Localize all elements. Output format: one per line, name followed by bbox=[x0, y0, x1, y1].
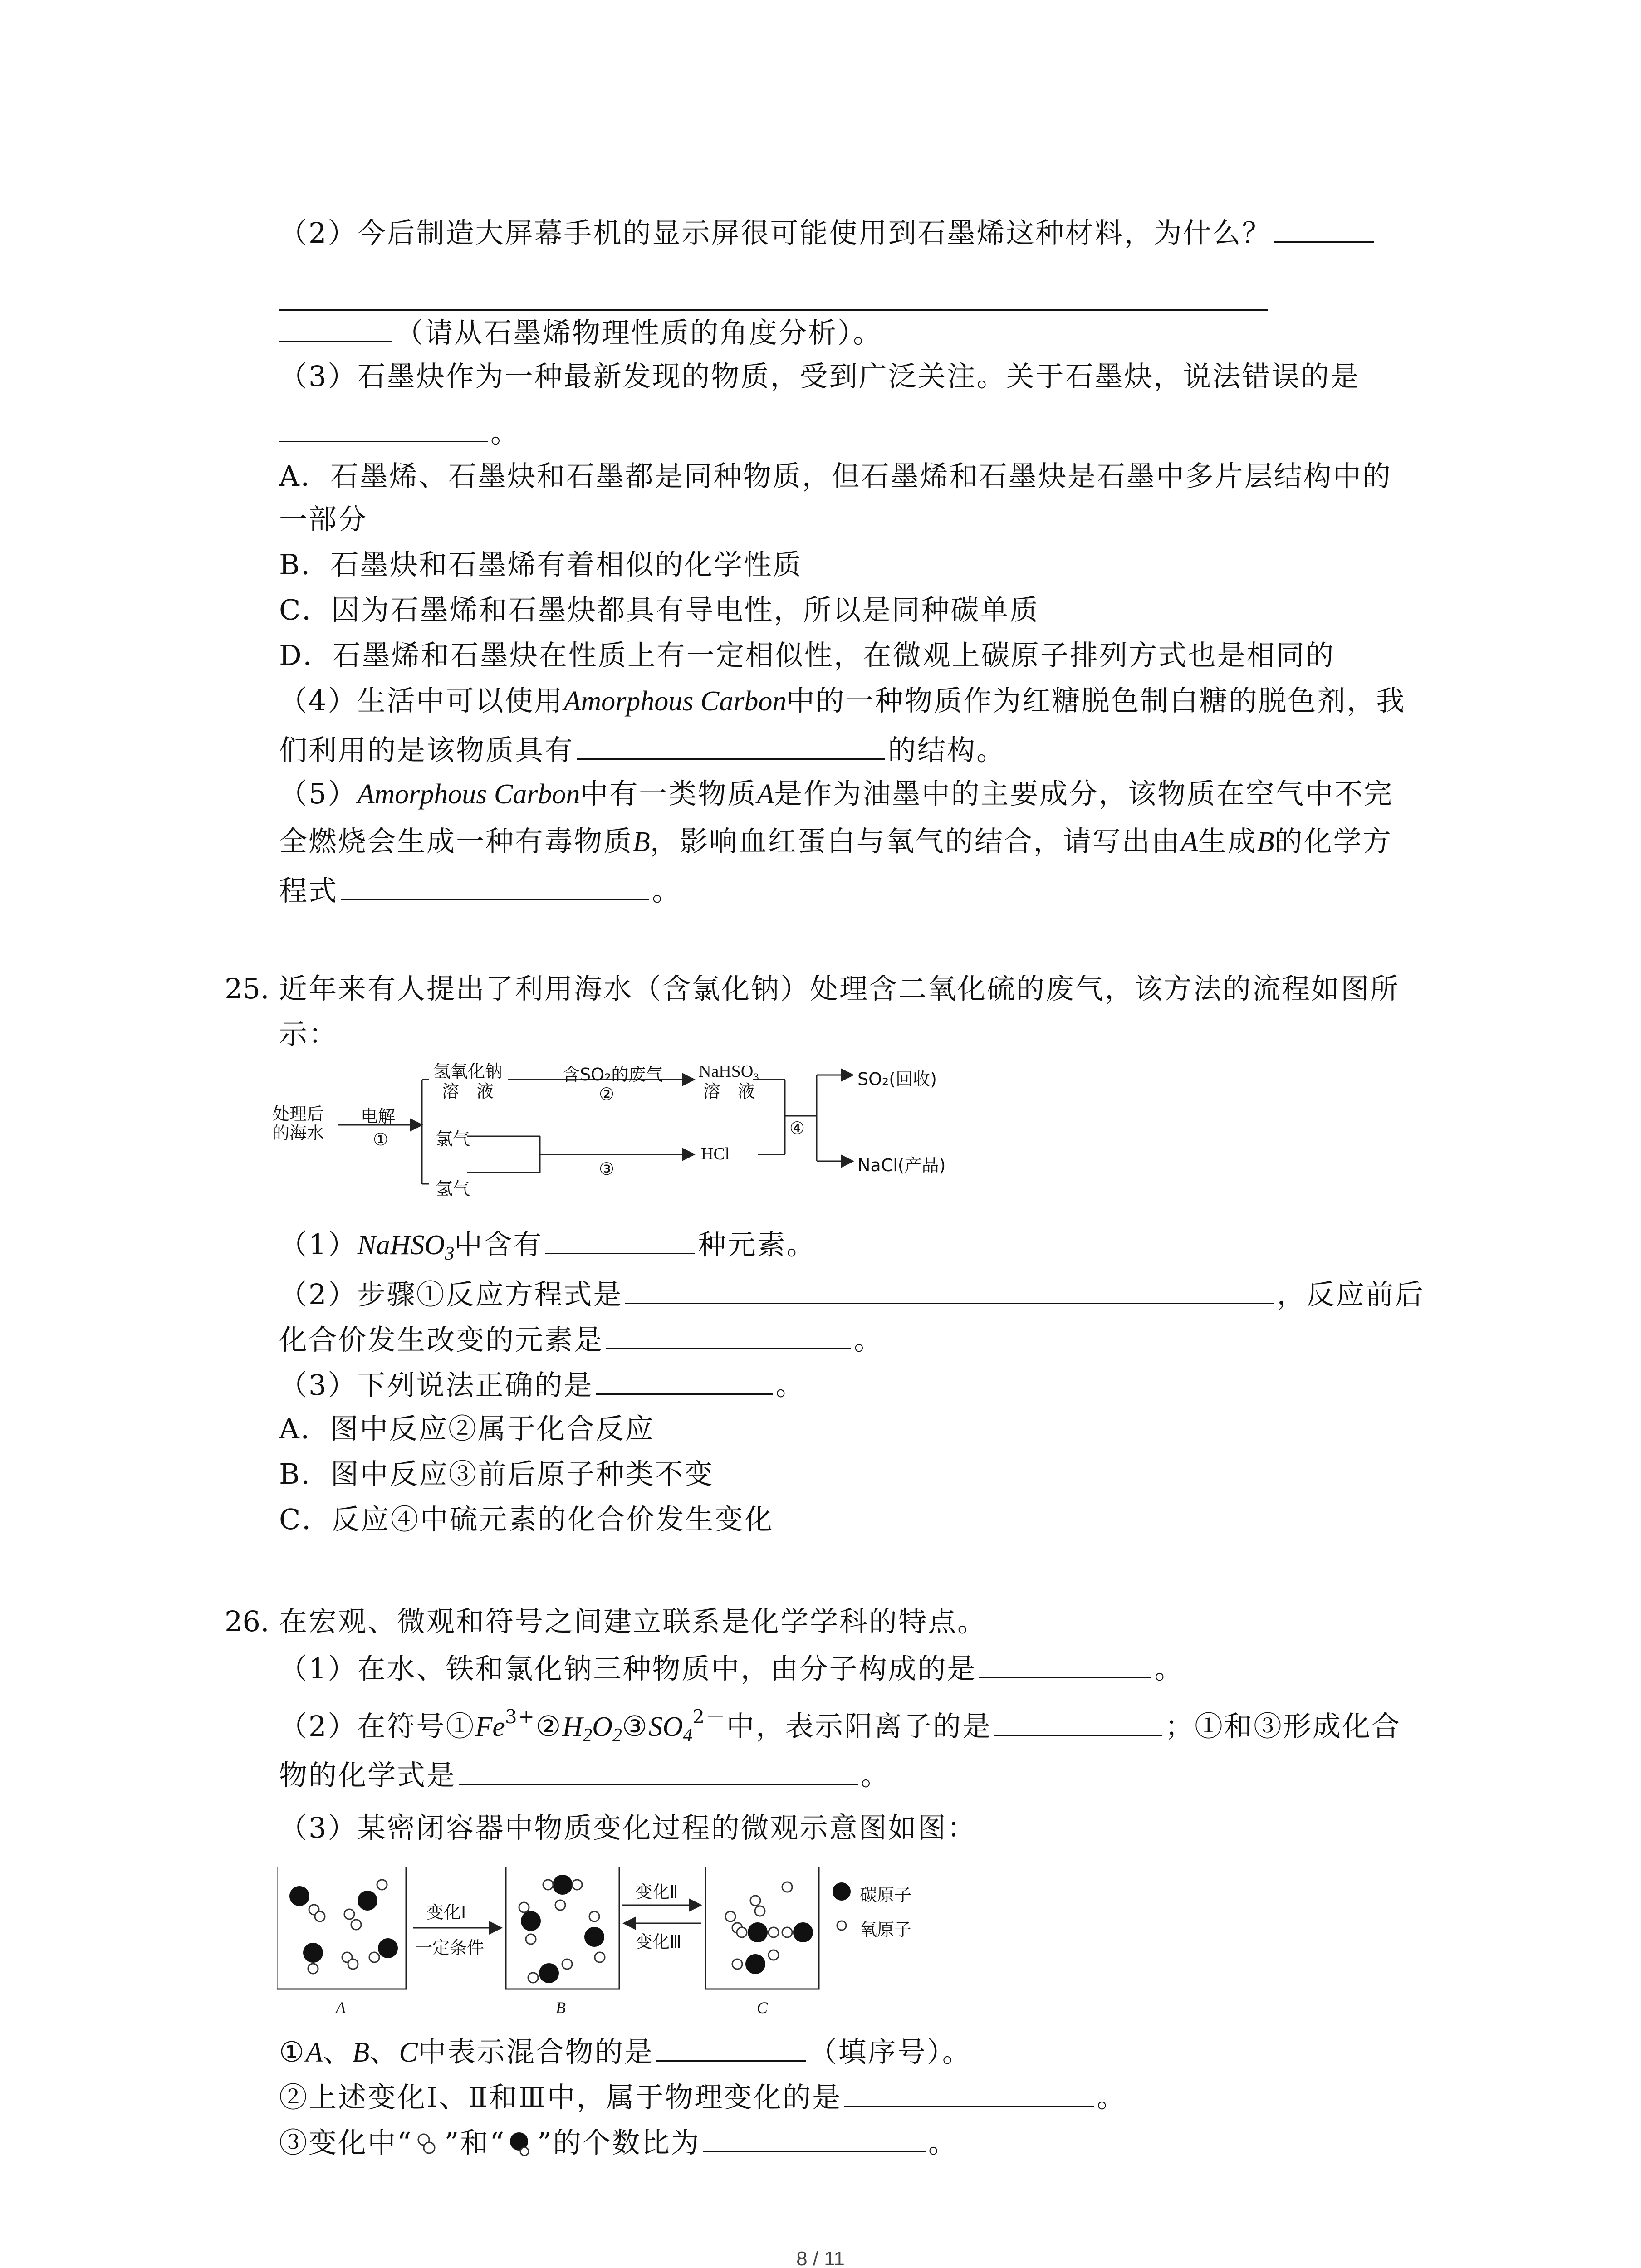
q24-option-c-text: C．因为石墨烯和石墨炔都具有导电性，所以是同种碳单质 bbox=[279, 593, 1039, 626]
punct: 。 bbox=[861, 1759, 891, 1792]
q26-sub3-text: ”的个数比为 bbox=[537, 2126, 700, 2159]
q25-option-c-text: C．反应④中硫元素的化合价发生变化 bbox=[279, 1503, 774, 1536]
q26-part2-text: （2）在符号① bbox=[279, 1710, 475, 1743]
q25-part3-text: （3）下列说法正确的是 bbox=[279, 1369, 593, 1402]
punct: 。 bbox=[775, 1369, 805, 1402]
q24-part5-text: 全燃烧会生成一种有毒物质 bbox=[279, 825, 633, 858]
q25-intro: 近年来有人提出了利用海水（含氯化钠）处理含二氧化硫的废气，该方法的流程如图所 bbox=[279, 972, 1400, 1005]
q24-part5-text: 生成 bbox=[1198, 825, 1257, 858]
q26-part1-text: （1）在水、铁和氯化钠三种物质中，由分子构成的是 bbox=[279, 1652, 977, 1685]
q26-sub2 bbox=[279, 2077, 1126, 2116]
formula-so: SO bbox=[648, 1711, 683, 1742]
formula-h: H bbox=[562, 1711, 583, 1742]
q26-part2-line2 bbox=[279, 1755, 890, 1794]
q25-intro: 示： bbox=[279, 1017, 338, 1051]
q26-part2-text: ② bbox=[535, 1710, 563, 1743]
q25-intro-line2 bbox=[279, 1016, 338, 1052]
q25-part2-text: （2）步骤①反应方程式是 bbox=[279, 1278, 623, 1311]
q24-option-a-cont: 一部分 bbox=[279, 503, 368, 536]
box-c-molecules bbox=[725, 1882, 813, 1974]
answer-blank[interactable] bbox=[577, 730, 885, 760]
q24-part3-text: （3）石墨炔作为一种最新发现的物质，受到广泛关注。关于石墨炔，说法错误的是 bbox=[279, 360, 1360, 393]
q26-part2-line1 bbox=[279, 1699, 1401, 1754]
q26-sub1-text: （填序号）。 bbox=[808, 2035, 972, 2068]
q24-part5-line1 bbox=[279, 776, 1393, 812]
symbol-b: B bbox=[633, 826, 650, 857]
q25-part1-text: 种元素。 bbox=[698, 1228, 816, 1261]
q26-part1 bbox=[279, 1649, 1184, 1687]
punct: 。 bbox=[652, 874, 682, 907]
q24-part4-line2 bbox=[279, 730, 1006, 768]
q26-intro-text: 在宏观、微观和符号之间建立联系是化学学科的特点。 bbox=[279, 1605, 987, 1638]
q25-part2-line1 bbox=[279, 1275, 1424, 1313]
q26-part3 bbox=[279, 1810, 976, 1846]
formula-subscript: 3 bbox=[445, 1243, 455, 1264]
q24-option-d-text: D．石墨烯和石墨炔在性质上有一定相似性，在微观上碳原子排列方式也是相同的 bbox=[279, 639, 1335, 672]
q25-option-c bbox=[279, 1501, 774, 1538]
box-b-label: B bbox=[556, 1999, 566, 2017]
q25-option-a-text: A．图中反应②属于化合反应 bbox=[279, 1412, 655, 1445]
q25-option-b-text: B．图中反应③前后原子种类不变 bbox=[279, 1457, 714, 1491]
symbol-a: A bbox=[305, 2037, 323, 2068]
box-c-label: C bbox=[757, 1999, 768, 2017]
answer-blank[interactable] bbox=[994, 1706, 1162, 1736]
flow-nacl-out: NaCl(产品) bbox=[857, 1155, 946, 1175]
flow-source-line: 的海水 bbox=[272, 1123, 324, 1143]
q26-sub1 bbox=[279, 2032, 972, 2071]
formula-nahso3: NaHSO bbox=[357, 1230, 445, 1261]
q25-option-b bbox=[279, 1456, 714, 1492]
answer-blank[interactable] bbox=[625, 1275, 1274, 1304]
answer-blank[interactable] bbox=[545, 1225, 695, 1254]
q25-intro-line1 bbox=[279, 971, 1400, 1007]
q24-part2-line1 bbox=[279, 213, 1376, 251]
q26-sub3 bbox=[279, 2123, 958, 2161]
flow-naoh bbox=[433, 1061, 502, 1101]
q26-part3-text: （3）某密闭容器中物质变化过程的微观示意图如图： bbox=[279, 1811, 977, 1844]
q26-part2-text: 中，表示阳离子的是 bbox=[726, 1710, 992, 1743]
box-a-molecules bbox=[289, 1880, 398, 1974]
q24-part3-line2 bbox=[279, 413, 520, 451]
q24-option-b bbox=[279, 547, 803, 583]
q24-part5-text: 的化学方 bbox=[1274, 825, 1392, 858]
q25-part2-line2 bbox=[279, 1320, 883, 1358]
answer-blank[interactable] bbox=[703, 2123, 926, 2152]
q26-part2-text: ③ bbox=[622, 1710, 649, 1743]
label-change2: 变化Ⅱ bbox=[635, 1882, 678, 1902]
flow-hcl: HCl bbox=[701, 1144, 730, 1163]
oxygen-molecule-icon bbox=[413, 2130, 445, 2157]
q24-part5-text: 程式 bbox=[279, 874, 338, 907]
term-amorphous-carbon: Amorphous Carbon bbox=[563, 686, 787, 717]
q26-part2-text: 物的化学式是 bbox=[279, 1759, 456, 1792]
flow-hydrogen: 氢气 bbox=[436, 1179, 470, 1199]
q24-part5-text: 是作为油墨中的主要成分，该物质在空气中不完 bbox=[774, 777, 1394, 810]
flow-naoh-line: 溶 液 bbox=[442, 1081, 494, 1101]
q25-part2-text: ，反应前后 bbox=[1277, 1278, 1425, 1311]
q24-part4-text: 的结构。 bbox=[888, 733, 1006, 767]
flow-nahso3 bbox=[699, 1061, 759, 1101]
label-change3: 变化Ⅲ bbox=[635, 1932, 682, 1952]
q24-part4-text: 中的一种物质作为红糖脱色制白糖的脱色剂，我 bbox=[786, 684, 1406, 717]
q24-option-a-line1 bbox=[279, 458, 1392, 494]
punct: 。 bbox=[928, 2126, 958, 2159]
punct: 、 bbox=[323, 2035, 353, 2068]
q24-option-d bbox=[279, 637, 1335, 674]
q25-part1 bbox=[279, 1225, 816, 1272]
q26-sub3-text: ”和“ bbox=[444, 2126, 506, 2159]
flow-naoh-line: 氢氧化钠 bbox=[433, 1061, 503, 1081]
label-change1: 变化Ⅰ bbox=[426, 1902, 466, 1922]
legend-carbon-label: 碳原子 bbox=[860, 1885, 912, 1905]
answer-blank[interactable] bbox=[459, 1755, 858, 1785]
q24-part5-text: ，影响血红蛋白与氧气的结合，请写出由 bbox=[650, 825, 1181, 858]
q26-part2-text: ；①和③形成化合 bbox=[1165, 1710, 1401, 1743]
formula-o: O bbox=[592, 1711, 612, 1742]
symbol-b: B bbox=[1257, 826, 1274, 857]
answer-blank[interactable] bbox=[979, 1649, 1151, 1678]
flow-source bbox=[272, 1105, 324, 1143]
q25-part1-text: （1） bbox=[279, 1228, 358, 1261]
flow-step1-num: ① bbox=[373, 1129, 389, 1149]
flow-step1-label: 电解 bbox=[361, 1106, 396, 1126]
answer-blank[interactable] bbox=[1274, 213, 1374, 243]
legend-oxygen-dot bbox=[837, 1921, 846, 1930]
legend-oxygen-label: 氧原子 bbox=[860, 1920, 912, 1940]
q26-sub1-text: ① bbox=[279, 2035, 306, 2068]
punct: 。 bbox=[1097, 2081, 1127, 2114]
punct: 。 bbox=[490, 416, 520, 449]
box-a-label: A bbox=[336, 1999, 346, 2017]
q24-option-b-text: B．石墨炔和石墨烯有着相似的化学性质 bbox=[279, 548, 803, 581]
q26-sub1-text: 中表示混合物的是 bbox=[417, 2035, 654, 2068]
term-amorphous-carbon: Amorphous Carbon bbox=[357, 779, 580, 810]
q26-sub3-text: ③变化中“ bbox=[279, 2126, 413, 2159]
answer-blank[interactable] bbox=[596, 1365, 773, 1395]
q24-part5-text: （5） bbox=[279, 777, 358, 810]
q25-option-a bbox=[279, 1411, 655, 1447]
punct: 。 bbox=[1154, 1652, 1184, 1685]
label-condition: 一定条件 bbox=[415, 1938, 485, 1958]
process-flow-diagram bbox=[272, 1061, 980, 1211]
q26-intro bbox=[279, 1603, 987, 1640]
formula-superscript: 3+ bbox=[505, 1706, 536, 1728]
flow-nahso3-line: 溶 液 bbox=[703, 1081, 755, 1101]
formula-subscript: 2 bbox=[583, 1725, 593, 1746]
q24-part5-line2 bbox=[279, 823, 1392, 860]
box-b-molecules bbox=[519, 1875, 605, 1983]
question-number: 26. bbox=[225, 1605, 269, 1638]
flow-step2-label: 含SO₂的废气 bbox=[563, 1065, 663, 1085]
q24-part2-line3 bbox=[279, 313, 882, 351]
symbol-c: C bbox=[399, 2037, 418, 2068]
q24-part4-text: （4）生活中可以使用 bbox=[279, 684, 564, 717]
punct: 、 bbox=[369, 2035, 399, 2068]
answer-blank[interactable] bbox=[279, 313, 392, 342]
answer-blank[interactable] bbox=[656, 2032, 806, 2062]
page-number: 8 / 11 bbox=[796, 2248, 845, 2268]
q24-part3-line1 bbox=[279, 358, 1360, 395]
formula-superscript: 2－ bbox=[692, 1706, 727, 1728]
formula-subscript: 2 bbox=[612, 1725, 622, 1746]
flow-step4-num: ④ bbox=[789, 1118, 805, 1138]
q24-part5-text: 中有一类物质 bbox=[580, 777, 757, 810]
answer-blank[interactable] bbox=[844, 2077, 1094, 2107]
answer-blank[interactable] bbox=[279, 281, 1268, 311]
q25-part1-text: 中含有 bbox=[454, 1228, 543, 1261]
legend-carbon-dot bbox=[833, 1882, 851, 1901]
q24-option-a-line2 bbox=[279, 501, 367, 538]
q24-part5-line3 bbox=[279, 871, 681, 909]
flow-step3-num: ③ bbox=[599, 1159, 615, 1179]
q24-option-a: A．石墨烯、石墨炔和石墨都是同种物质，但石墨烯和石墨炔是石墨中多片层结构中的 bbox=[279, 459, 1392, 493]
q24-part4-text: 们利用的是该物质具有 bbox=[279, 733, 574, 767]
formula-subscript: 4 bbox=[683, 1725, 693, 1746]
q25-part3 bbox=[279, 1365, 805, 1403]
q24-part4-line1 bbox=[279, 683, 1406, 719]
flow-chlorine: 氯气 bbox=[436, 1129, 470, 1149]
answer-blank[interactable] bbox=[279, 413, 488, 442]
answer-blank[interactable] bbox=[606, 1320, 851, 1349]
question-number: 25. bbox=[225, 972, 269, 1005]
flow-so2-out: SO₂(回收) bbox=[857, 1069, 937, 1089]
q26-sub2-text: ②上述变化Ⅰ、Ⅱ和Ⅲ中，属于物理变化的是 bbox=[279, 2081, 842, 2114]
punct: 。 bbox=[854, 1323, 884, 1356]
q24-part2-hint: （请从石墨烯物理性质的角度分析）。 bbox=[395, 316, 883, 349]
flow-source-line: 处理后 bbox=[272, 1104, 324, 1124]
symbol-a: A bbox=[1181, 826, 1198, 857]
q24-part2-text: （2）今后制造大屏幕手机的显示屏很可能使用到石墨烯这种材料，为什么？ bbox=[279, 216, 1272, 249]
symbol-a: A bbox=[757, 779, 774, 810]
micro-diagram bbox=[277, 1867, 1003, 2016]
flow-step2-num: ② bbox=[599, 1084, 615, 1104]
carbon-monoxide-icon bbox=[505, 2130, 537, 2157]
q24-part2-line2 bbox=[279, 281, 1268, 311]
q25-part2-text: 化合价发生改变的元素是 bbox=[279, 1323, 604, 1356]
answer-blank[interactable] bbox=[341, 871, 649, 900]
symbol-b: B bbox=[352, 2037, 370, 2068]
formula-fe: Fe bbox=[475, 1711, 505, 1742]
flow-nahso3-line: NaHSO₃ bbox=[699, 1062, 759, 1081]
q24-option-c bbox=[279, 592, 1039, 628]
